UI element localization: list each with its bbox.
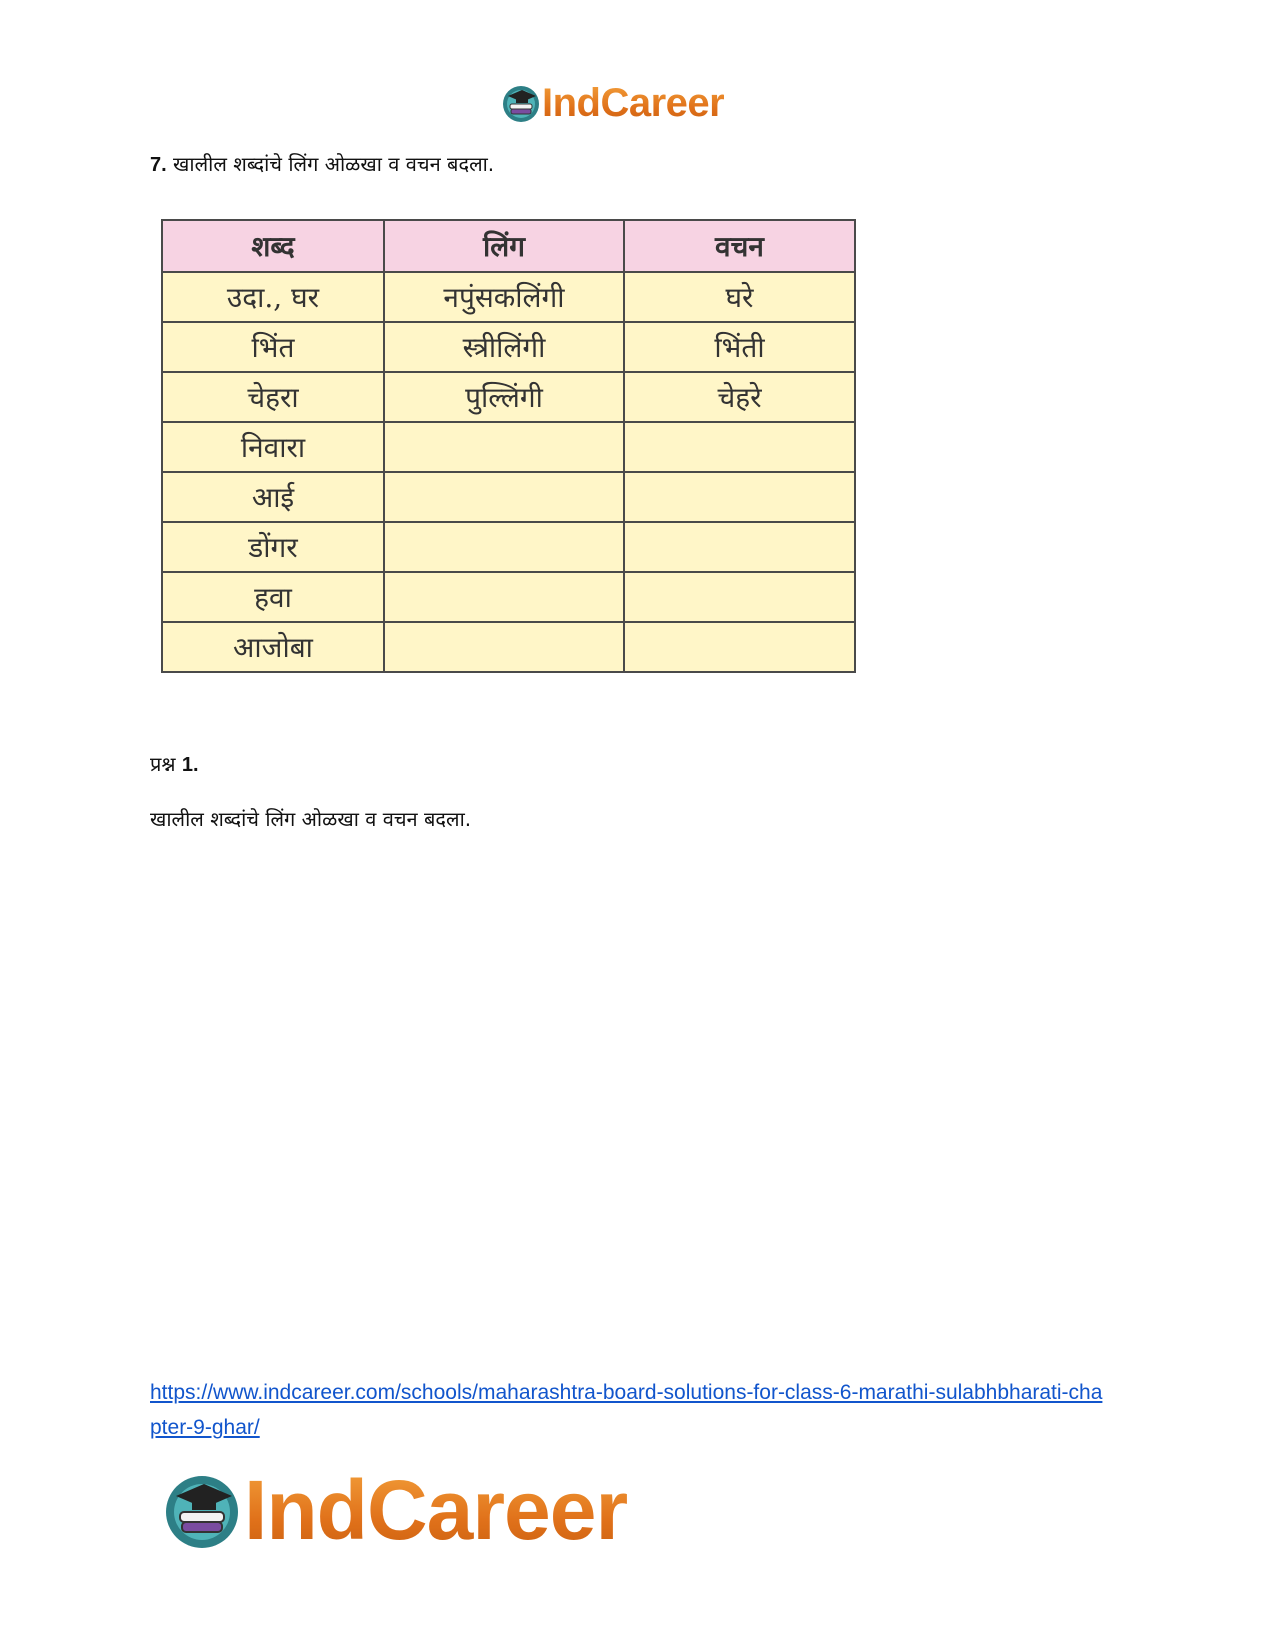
graduation-cap-books-icon [160,1468,244,1552]
cell-gender [384,472,624,522]
cell-gender [384,622,624,672]
header-logo [500,80,724,126]
cell-gender [384,522,624,572]
table-header-row [162,220,855,272]
cell-gender: पुल्लिंगी [384,372,624,422]
graduation-cap-books-icon [500,82,542,124]
cell-word: निवारा [162,422,384,472]
cell-number: घरे [624,272,855,322]
cell-gender: नपुंसकलिंगी [384,272,624,322]
header-gender: लिंग [384,220,624,272]
table-row [162,372,855,422]
cell-number [624,622,855,672]
question-text: खालील शब्दांचे लिंग ओळखा व वचन बदला. [173,152,495,176]
cell-word: आजोबा [162,622,384,672]
cell-word: आई [162,472,384,522]
cell-number: चेहरे [624,372,855,422]
question-heading [150,150,494,177]
question-number: 7. [150,154,167,176]
cell-gender: स्त्रीलिंगी [384,322,624,372]
header-word: शब्द [162,220,384,272]
table-row [162,472,855,522]
logo-text: IndCareer [244,1462,628,1557]
table-row [162,572,855,622]
table-row [162,522,855,572]
prashn-label: प्रश्न [150,752,176,776]
question-label [150,750,199,777]
source-link[interactable]: https://www.indcareer.com/schools/maharashtra-board-solutions-for-class-6-marathi-sulabhbharati-chapter-9-ghar/ [150,1381,1103,1439]
footer-logo [160,1462,628,1557]
cell-word: हवा [162,572,384,622]
instruction-text: खालील शब्दांचे लिंग ओळखा व वचन बदला. [150,807,472,831]
cell-number [624,572,855,622]
table-row [162,422,855,472]
cell-number: भिंती [624,322,855,372]
cell-word: चेहरा [162,372,384,422]
cell-number [624,522,855,572]
logo-text: IndCareer [542,80,725,125]
header-number: वचन [624,220,855,272]
table-row [162,272,855,322]
cell-gender [384,422,624,472]
cell-number [624,472,855,522]
cell-number [624,422,855,472]
cell-gender [384,572,624,622]
cell-word: डोंगर [162,522,384,572]
cell-word: उदा., घर [162,272,384,322]
cell-word: भिंत [162,322,384,372]
gender-number-table [161,219,856,673]
table-row [162,322,855,372]
prashn-number: 1. [181,754,199,776]
table-row [162,622,855,672]
